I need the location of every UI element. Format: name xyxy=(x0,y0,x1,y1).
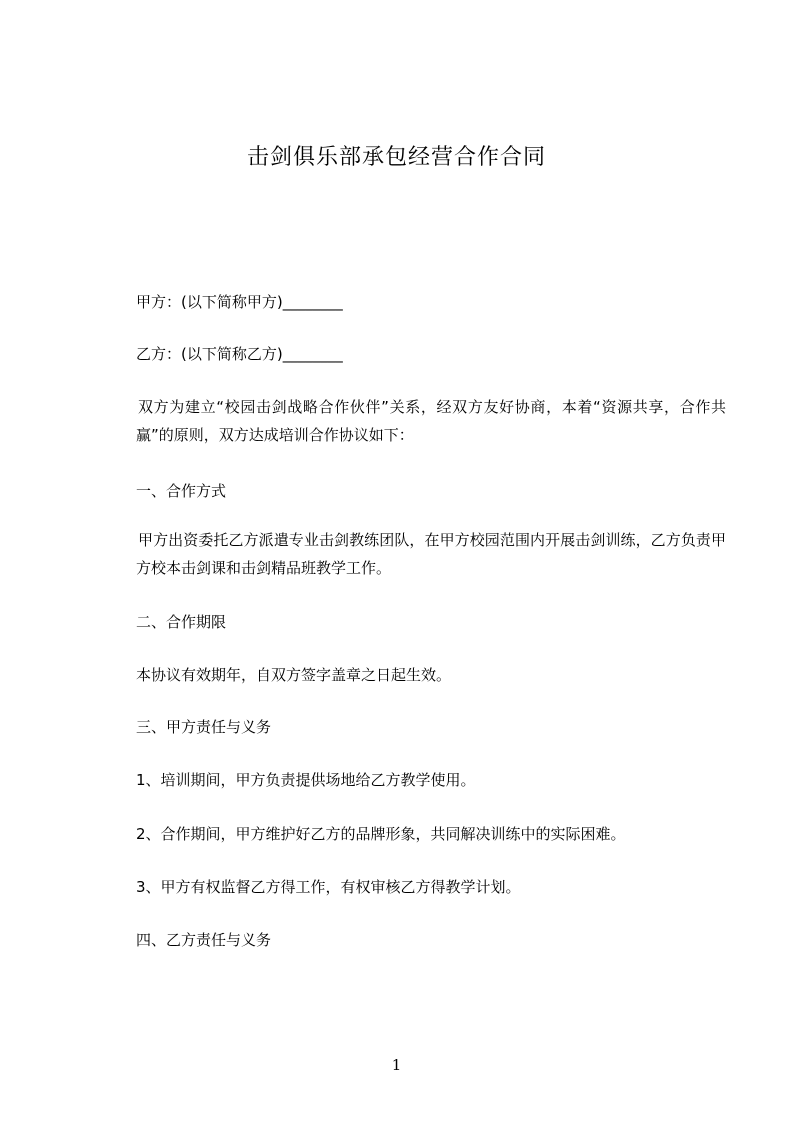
intro-paragraph: 双方为建立“校园击剑战略合作伙伴”关系，经双方友好协商，本着“资源共享，合作共赢”的原则，双方达成培训合作协议如下： xyxy=(136,398,726,444)
section4-heading: 四、乙方责任与义务 xyxy=(136,931,272,949)
section1-heading: 一、合作方式 xyxy=(136,482,227,500)
party-a-line: 甲方：(以下简称甲方)________ xyxy=(136,293,343,311)
section3-item-2: 2、合作期间，甲方维护好乙方的品牌形象，共同解决训练中的实际困难。 xyxy=(136,825,626,843)
party-b-line: 乙方：(以下简称乙方)________ xyxy=(136,345,343,363)
page-number: 1 xyxy=(391,1056,402,1074)
section2-body: 本协议有效期年，自双方签字盖章之日起生效。 xyxy=(136,666,452,684)
section3-heading: 三、甲方责任与义务 xyxy=(136,718,272,736)
section2-heading: 二、合作期限 xyxy=(136,613,227,631)
document-title: 击剑俱乐部承包经营合作合同 xyxy=(246,145,546,170)
section1-body: 甲方出资委托乙方派遣专业击剑教练团队，在甲方校园范围内开展击剑训练，乙方负责甲方校本击剑课和击剑精品班教学工作。 xyxy=(136,531,726,577)
section3-item-3: 3、甲方有权监督乙方得工作，有权审核乙方得教学计划。 xyxy=(136,878,521,896)
section3-item-1: 1、培训期间，甲方负责提供场地给乙方教学使用。 xyxy=(136,771,476,789)
